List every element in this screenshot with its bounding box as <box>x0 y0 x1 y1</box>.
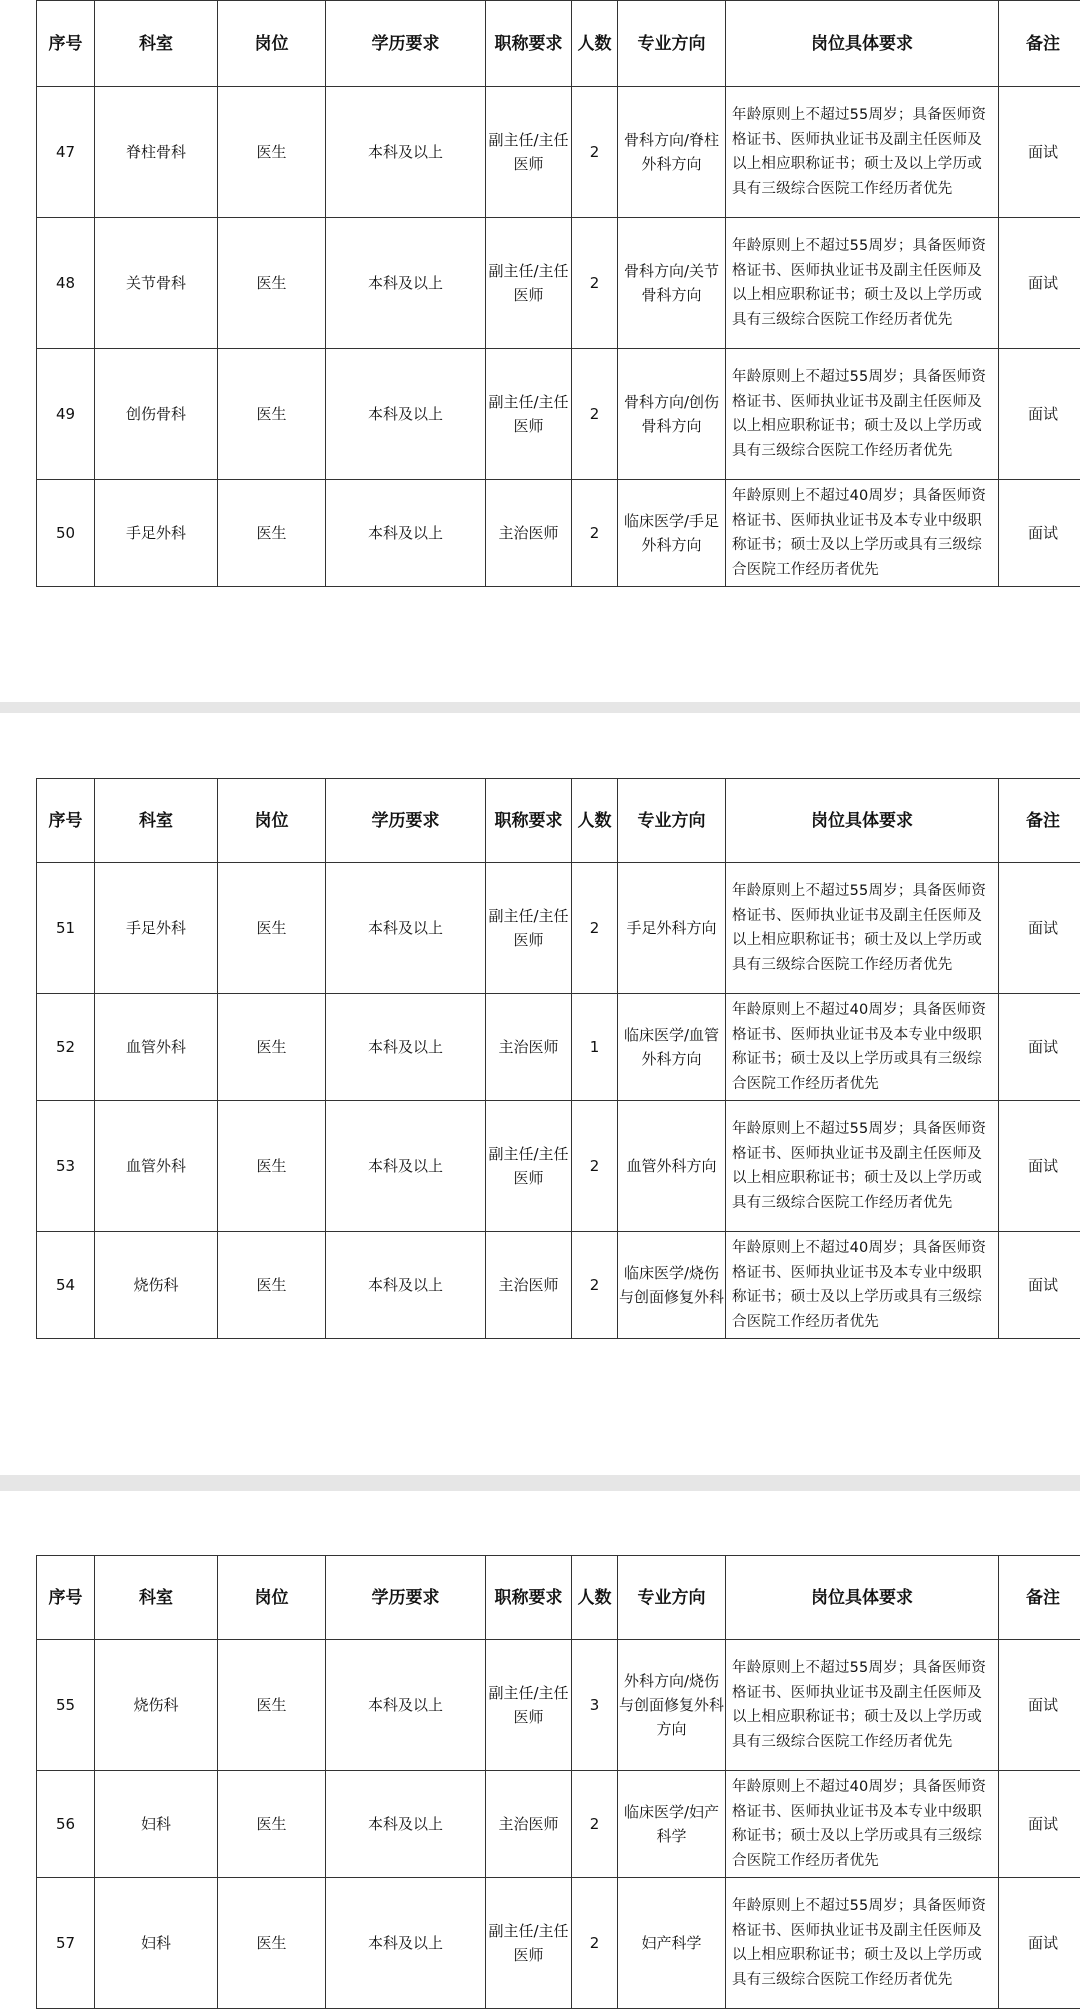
cell-note: 面试 <box>999 349 1080 480</box>
header-title: 职称要求 <box>486 1556 572 1640</box>
cell-post: 医生 <box>218 1878 326 2009</box>
header-req: 岗位具体要求 <box>726 1556 999 1640</box>
table-header-row <box>37 1 1080 87</box>
header-title: 职称要求 <box>486 1 572 87</box>
cell-dept: 烧伤科 <box>95 1232 218 1339</box>
header-edu: 学历要求 <box>326 1556 486 1640</box>
cell-title: 副主任/主任医师 <box>486 87 572 218</box>
header-major: 专业方向 <box>618 779 726 863</box>
cell-note: 面试 <box>999 863 1080 994</box>
header-major: 专业方向 <box>618 1 726 87</box>
cell-note: 面试 <box>999 1878 1080 2009</box>
cell-dept: 手足外科 <box>95 480 218 587</box>
cell-edu: 本科及以上 <box>326 480 486 587</box>
cell-count: 2 <box>572 480 618 587</box>
cell-no: 54 <box>37 1232 95 1339</box>
cell-major: 临床医学/血管外科方向 <box>618 994 726 1101</box>
header-note: 备注 <box>999 779 1080 863</box>
table-header-row <box>37 779 1080 863</box>
cell-edu: 本科及以上 <box>326 1640 486 1771</box>
cell-post: 医生 <box>218 480 326 587</box>
cell-no: 57 <box>37 1878 95 2009</box>
cell-no: 51 <box>37 863 95 994</box>
header-dept: 科室 <box>95 1556 218 1640</box>
cell-count: 2 <box>572 1101 618 1232</box>
cell-no: 53 <box>37 1101 95 1232</box>
header-edu: 学历要求 <box>326 1 486 87</box>
header-note: 备注 <box>999 1556 1080 1640</box>
header-req: 岗位具体要求 <box>726 1 999 87</box>
table-row <box>37 87 1080 218</box>
cell-title: 副主任/主任医师 <box>486 1640 572 1771</box>
cell-major: 骨科方向/脊柱外科方向 <box>618 87 726 218</box>
cell-major: 外科方向/烧伤与创面修复外科方向 <box>618 1640 726 1771</box>
recruitment-table-3 <box>36 1555 1080 2009</box>
cell-count: 3 <box>572 1640 618 1771</box>
cell-post: 医生 <box>218 1101 326 1232</box>
cell-edu: 本科及以上 <box>326 87 486 218</box>
document-page-3 <box>0 1491 1080 2011</box>
header-post: 岗位 <box>218 779 326 863</box>
cell-title: 主治医师 <box>486 1232 572 1339</box>
header-req: 岗位具体要求 <box>726 779 999 863</box>
table-row <box>37 1640 1080 1771</box>
cell-req: 年龄原则上不超过55周岁；具备医师资格证书、医师执业证书及副主任医师及以上相应职称证书；硕士及以上学历或具有三级综合医院工作经历者优先 <box>726 349 999 480</box>
cell-note: 面试 <box>999 218 1080 349</box>
cell-count: 2 <box>572 218 618 349</box>
cell-title: 副主任/主任医师 <box>486 1878 572 2009</box>
header-count: 人数 <box>572 1 618 87</box>
cell-post: 医生 <box>218 1771 326 1878</box>
header-no: 序号 <box>37 1 95 87</box>
table-header-row <box>37 1556 1080 1640</box>
cell-title: 副主任/主任医师 <box>486 1101 572 1232</box>
cell-no: 52 <box>37 994 95 1101</box>
cell-no: 48 <box>37 218 95 349</box>
header-count: 人数 <box>572 779 618 863</box>
cell-count: 2 <box>572 1878 618 2009</box>
cell-note: 面试 <box>999 1771 1080 1878</box>
cell-req: 年龄原则上不超过40周岁；具备医师资格证书、医师执业证书及本专业中级职称证书；硕士及以上学历或具有三级综合医院工作经历者优先 <box>726 480 999 587</box>
cell-edu: 本科及以上 <box>326 994 486 1101</box>
cell-note: 面试 <box>999 87 1080 218</box>
cell-req: 年龄原则上不超过55周岁；具备医师资格证书、医师执业证书及副主任医师及以上相应职称证书；硕士及以上学历或具有三级综合医院工作经历者优先 <box>726 218 999 349</box>
cell-dept: 脊柱骨科 <box>95 87 218 218</box>
cell-dept: 手足外科 <box>95 863 218 994</box>
table-row <box>37 218 1080 349</box>
cell-req: 年龄原则上不超过55周岁；具备医师资格证书、医师执业证书及副主任医师及以上相应职称证书；硕士及以上学历或具有三级综合医院工作经历者优先 <box>726 1101 999 1232</box>
cell-post: 医生 <box>218 218 326 349</box>
cell-major: 手足外科方向 <box>618 863 726 994</box>
cell-dept: 关节骨科 <box>95 218 218 349</box>
cell-major: 临床医学/烧伤与创面修复外科 <box>618 1232 726 1339</box>
cell-count: 2 <box>572 863 618 994</box>
cell-no: 49 <box>37 349 95 480</box>
cell-edu: 本科及以上 <box>326 1771 486 1878</box>
cell-dept: 创伤骨科 <box>95 349 218 480</box>
cell-post: 医生 <box>218 87 326 218</box>
recruitment-table-2 <box>36 778 1080 1339</box>
cell-edu: 本科及以上 <box>326 218 486 349</box>
header-title: 职称要求 <box>486 779 572 863</box>
header-note: 备注 <box>999 1 1080 87</box>
cell-major: 妇产科学 <box>618 1878 726 2009</box>
cell-edu: 本科及以上 <box>326 1101 486 1232</box>
cell-major: 骨科方向/关节骨科方向 <box>618 218 726 349</box>
cell-title: 副主任/主任医师 <box>486 863 572 994</box>
cell-edu: 本科及以上 <box>326 349 486 480</box>
cell-no: 55 <box>37 1640 95 1771</box>
cell-title: 副主任/主任医师 <box>486 218 572 349</box>
header-no: 序号 <box>37 1556 95 1640</box>
cell-no: 50 <box>37 480 95 587</box>
header-dept: 科室 <box>95 779 218 863</box>
table-row <box>37 1878 1080 2009</box>
table-row <box>37 1771 1080 1878</box>
cell-post: 医生 <box>218 1232 326 1339</box>
document-page-2 <box>0 713 1080 1475</box>
cell-note: 面试 <box>999 480 1080 587</box>
cell-edu: 本科及以上 <box>326 1232 486 1339</box>
cell-dept: 血管外科 <box>95 994 218 1101</box>
cell-note: 面试 <box>999 1232 1080 1339</box>
cell-note: 面试 <box>999 1101 1080 1232</box>
cell-no: 47 <box>37 87 95 218</box>
header-edu: 学历要求 <box>326 779 486 863</box>
cell-note: 面试 <box>999 1640 1080 1771</box>
cell-post: 医生 <box>218 1640 326 1771</box>
cell-req: 年龄原则上不超过40周岁；具备医师资格证书、医师执业证书及本专业中级职称证书；硕士及以上学历或具有三级综合医院工作经历者优先 <box>726 1232 999 1339</box>
cell-major: 临床医学/妇产科学 <box>618 1771 726 1878</box>
cell-req: 年龄原则上不超过55周岁；具备医师资格证书、医师执业证书及副主任医师及以上相应职称证书；硕士及以上学历或具有三级综合医院工作经历者优先 <box>726 1640 999 1771</box>
table-row <box>37 1232 1080 1339</box>
header-post: 岗位 <box>218 1 326 87</box>
header-post: 岗位 <box>218 1556 326 1640</box>
cell-edu: 本科及以上 <box>326 1878 486 2009</box>
cell-post: 医生 <box>218 994 326 1101</box>
table-row <box>37 994 1080 1101</box>
cell-dept: 妇科 <box>95 1878 218 2009</box>
header-dept: 科室 <box>95 1 218 87</box>
cell-count: 2 <box>572 1232 618 1339</box>
header-count: 人数 <box>572 1556 618 1640</box>
cell-count: 2 <box>572 349 618 480</box>
cell-dept: 妇科 <box>95 1771 218 1878</box>
cell-count: 1 <box>572 994 618 1101</box>
cell-req: 年龄原则上不超过40周岁；具备医师资格证书、医师执业证书及本专业中级职称证书；硕士及以上学历或具有三级综合医院工作经历者优先 <box>726 1771 999 1878</box>
cell-title: 副主任/主任医师 <box>486 349 572 480</box>
cell-major: 骨科方向/创伤骨科方向 <box>618 349 726 480</box>
cell-major: 临床医学/手足外科方向 <box>618 480 726 587</box>
cell-edu: 本科及以上 <box>326 863 486 994</box>
table-row <box>37 349 1080 480</box>
cell-title: 主治医师 <box>486 994 572 1101</box>
cell-title: 主治医师 <box>486 480 572 587</box>
recruitment-table-1 <box>36 0 1080 587</box>
cell-count: 2 <box>572 1771 618 1878</box>
table-row <box>37 480 1080 587</box>
cell-count: 2 <box>572 87 618 218</box>
header-no: 序号 <box>37 779 95 863</box>
cell-post: 医生 <box>218 863 326 994</box>
cell-post: 医生 <box>218 349 326 480</box>
cell-title: 主治医师 <box>486 1771 572 1878</box>
cell-req: 年龄原则上不超过40周岁；具备医师资格证书、医师执业证书及本专业中级职称证书；硕士及以上学历或具有三级综合医院工作经历者优先 <box>726 994 999 1101</box>
document-page-1 <box>0 0 1080 702</box>
cell-major: 血管外科方向 <box>618 1101 726 1232</box>
table-row <box>37 863 1080 994</box>
cell-dept: 血管外科 <box>95 1101 218 1232</box>
cell-req: 年龄原则上不超过55周岁；具备医师资格证书、医师执业证书及副主任医师及以上相应职称证书；硕士及以上学历或具有三级综合医院工作经历者优先 <box>726 87 999 218</box>
header-major: 专业方向 <box>618 1556 726 1640</box>
cell-dept: 烧伤科 <box>95 1640 218 1771</box>
cell-note: 面试 <box>999 994 1080 1101</box>
table-row <box>37 1101 1080 1232</box>
cell-req: 年龄原则上不超过55周岁；具备医师资格证书、医师执业证书及副主任医师及以上相应职称证书；硕士及以上学历或具有三级综合医院工作经历者优先 <box>726 863 999 994</box>
cell-no: 56 <box>37 1771 95 1878</box>
cell-req: 年龄原则上不超过55周岁；具备医师资格证书、医师执业证书及副主任医师及以上相应职称证书；硕士及以上学历或具有三级综合医院工作经历者优先 <box>726 1878 999 2009</box>
